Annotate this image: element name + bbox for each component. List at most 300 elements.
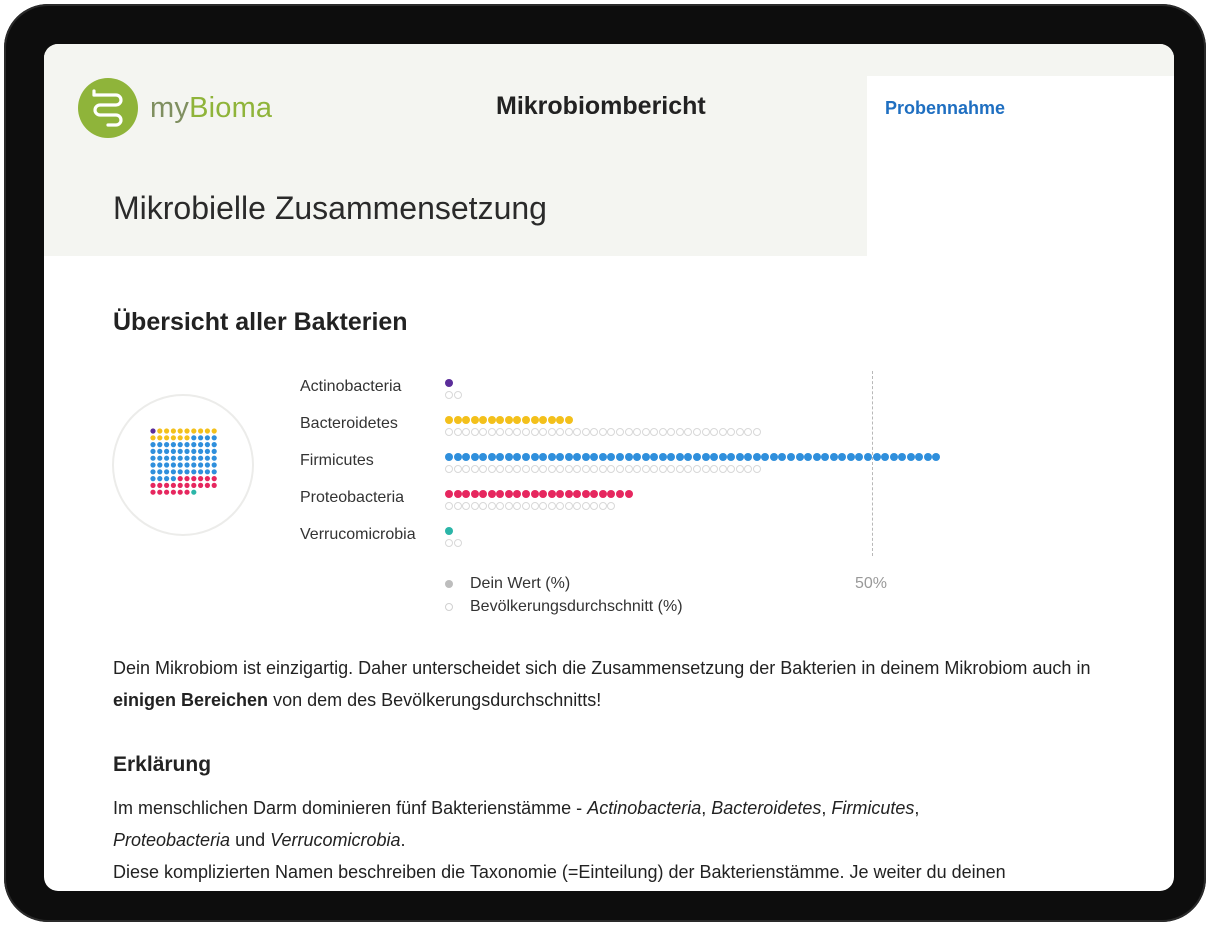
- waffle-dot: [157, 476, 162, 481]
- waffle-dot: [178, 476, 183, 481]
- value-dot: [496, 453, 504, 461]
- value-dot: [531, 453, 539, 461]
- value-dot: [531, 490, 539, 498]
- waffle-dot: [157, 469, 162, 474]
- waffle-dot: [150, 456, 155, 461]
- average-dot: [676, 465, 684, 473]
- waffle-dot: [198, 442, 203, 447]
- average-dot: [607, 502, 615, 510]
- average-dot: [479, 502, 487, 510]
- value-dot: [522, 453, 530, 461]
- waffle-dot: [164, 483, 169, 488]
- explanation-paragraph: [113, 792, 1103, 888]
- waffle-dot: [164, 449, 169, 454]
- average-dot: [582, 502, 590, 510]
- waffle-dot: [178, 462, 183, 467]
- waffle-dot: [191, 449, 196, 454]
- value-dot: [702, 453, 710, 461]
- waffle-dot: [198, 435, 203, 440]
- waffle-dot: [178, 483, 183, 488]
- waffle-dot: [205, 469, 210, 474]
- average-dot: [659, 428, 667, 436]
- waffle-dot: [157, 442, 162, 447]
- waffle-dot: [171, 462, 176, 467]
- value-dot: [505, 416, 513, 424]
- value-dot: [590, 490, 598, 498]
- waffle-dot: [171, 490, 176, 495]
- section-title: Übersicht aller Bakterien: [113, 308, 408, 336]
- average-dot: [744, 428, 752, 436]
- average-dot: [539, 502, 547, 510]
- average-dot: [445, 539, 453, 547]
- text-span: von dem des Bevölkerungsdurchschnitts!: [268, 690, 602, 710]
- average-dot: [599, 465, 607, 473]
- value-dot: [488, 416, 496, 424]
- hero-heading: Mikrobielle Zusammensetzung: [113, 190, 547, 226]
- average-dot: [642, 428, 650, 436]
- value-dot: [787, 453, 795, 461]
- waffle-dot: [191, 428, 196, 433]
- average-dot: [496, 502, 504, 510]
- value-dot: [496, 490, 504, 498]
- average-dot: [607, 465, 615, 473]
- average-dot: [616, 428, 624, 436]
- average-dot: [505, 502, 513, 510]
- waffle-dot: [212, 449, 217, 454]
- tab-probennahme[interactable]: [867, 76, 1174, 256]
- average-dot: [513, 502, 521, 510]
- average-dot: [573, 428, 581, 436]
- average-dot: [471, 502, 479, 510]
- value-dot: [590, 453, 598, 461]
- waffle-dot: [205, 449, 210, 454]
- waffle-dot: [150, 428, 155, 433]
- value-dot: [907, 453, 915, 461]
- composition-waffle: [150, 428, 220, 498]
- waffle-dot: [212, 462, 217, 467]
- waffle-dot: [212, 442, 217, 447]
- value-dot: [513, 490, 521, 498]
- average-dot: [625, 428, 633, 436]
- text-span: und: [230, 830, 271, 850]
- screen: [44, 44, 1174, 891]
- waffle-dot: [178, 435, 183, 440]
- value-dot: [625, 490, 633, 498]
- average-dot: [471, 465, 479, 473]
- waffle-dot: [150, 490, 155, 495]
- waffle-dot: [164, 476, 169, 481]
- waffle-dot: [184, 428, 189, 433]
- waffle-dot: [171, 435, 176, 440]
- value-dot: [727, 453, 735, 461]
- average-dot: [573, 502, 581, 510]
- value-dot: [616, 453, 624, 461]
- waffle-dot: [171, 469, 176, 474]
- value-dot: [556, 490, 564, 498]
- average-dot: [565, 465, 573, 473]
- text-span: Dein Mikrobiom ist einzigartig. Daher unterscheidet sich die Zusammensetzung der Bakterien in deinem Mikrobiom auch in: [113, 658, 1091, 678]
- waffle-dot: [184, 476, 189, 481]
- waffle-dot: [184, 483, 189, 488]
- average-dot: [488, 465, 496, 473]
- waffle-dot: [184, 456, 189, 461]
- average-dot: [531, 428, 539, 436]
- waffle-dot: [191, 456, 196, 461]
- average-dot: [693, 428, 701, 436]
- value-dot: [642, 453, 650, 461]
- value-dot: [676, 453, 684, 461]
- waffle-dot: [157, 449, 162, 454]
- average-dot: [599, 502, 607, 510]
- waffle-dot: [212, 428, 217, 433]
- average-dot: [479, 428, 487, 436]
- value-dot: [488, 490, 496, 498]
- average-dot: [454, 391, 462, 399]
- value-dot: [548, 416, 556, 424]
- value-dot: [838, 453, 846, 461]
- waffle-dot: [212, 469, 217, 474]
- waffle-dot: [198, 462, 203, 467]
- legend-bevoelkerung: [445, 598, 683, 616]
- average-dot: [454, 539, 462, 547]
- average-dot: [445, 465, 453, 473]
- page-title: Mikrobiombericht: [496, 92, 706, 120]
- waffle-dot: [171, 442, 176, 447]
- text-span: ,: [701, 798, 712, 818]
- average-dot: [556, 465, 564, 473]
- waffle-dot: [178, 442, 183, 447]
- value-dot: [804, 453, 812, 461]
- waffle-dot: [198, 449, 203, 454]
- value-dot: [565, 453, 573, 461]
- waffle-dot: [164, 428, 169, 433]
- average-dot: [633, 428, 641, 436]
- average-dot: [548, 465, 556, 473]
- waffle-dot: [184, 449, 189, 454]
- logo[interactable]: [78, 78, 272, 138]
- average-dot: [667, 465, 675, 473]
- logo-prefix: my: [150, 91, 190, 124]
- italic-span: Actinobacteria: [587, 798, 702, 818]
- value-dot: [625, 453, 633, 461]
- average-dot: [582, 465, 590, 473]
- value-dot: [573, 453, 581, 461]
- waffle-dot: [157, 483, 162, 488]
- average-dot: [599, 428, 607, 436]
- waffle-dot: [150, 469, 155, 474]
- value-dot: [778, 453, 786, 461]
- average-dot: [590, 465, 598, 473]
- value-dot: [488, 453, 496, 461]
- average-dot: [462, 502, 470, 510]
- value-dot: [573, 490, 581, 498]
- waffle-dot: [198, 469, 203, 474]
- waffle-dot: [171, 428, 176, 433]
- value-dot: [445, 379, 453, 387]
- waffle-dot: [164, 469, 169, 474]
- waffle-dot: [212, 483, 217, 488]
- waffle-dot: [191, 442, 196, 447]
- average-dot: [702, 428, 710, 436]
- value-dot: [607, 453, 615, 461]
- average-dot: [710, 465, 718, 473]
- value-dot: [445, 416, 453, 424]
- header-strip: [867, 44, 1174, 76]
- average-dot: [693, 465, 701, 473]
- average-dot: [667, 428, 675, 436]
- text-span: ,: [821, 798, 832, 818]
- average-dot: [710, 428, 718, 436]
- legend-label: Dein Wert (%): [470, 575, 571, 592]
- waffle-dot: [198, 456, 203, 461]
- tab-label[interactable]: Probennahme: [885, 98, 1006, 118]
- average-dot: [736, 465, 744, 473]
- value-dot: [454, 490, 462, 498]
- waffle-dot: [191, 476, 196, 481]
- value-dot: [462, 490, 470, 498]
- average-dot: [753, 428, 761, 436]
- average-dot: [625, 465, 633, 473]
- waffle-dot: [171, 476, 176, 481]
- text-span: Im menschlichen Darm dominieren fünf Bakterienstämme -: [113, 798, 588, 818]
- waffle-dot: [171, 449, 176, 454]
- value-dot: [599, 490, 607, 498]
- value-dot: [445, 453, 453, 461]
- value-dot: [684, 453, 692, 461]
- waffle-dot: [150, 476, 155, 481]
- composition-badge: [112, 394, 254, 536]
- average-dot: [445, 502, 453, 510]
- value-dot: [556, 453, 564, 461]
- value-dot: [667, 453, 675, 461]
- waffle-dot: [191, 462, 196, 467]
- waffle-dot: [191, 435, 196, 440]
- value-dot: [565, 490, 573, 498]
- average-dot: [454, 502, 462, 510]
- value-dot: [761, 453, 769, 461]
- value-dot: [471, 416, 479, 424]
- value-dot: [505, 453, 513, 461]
- value-dot: [462, 416, 470, 424]
- average-dot: [565, 428, 573, 436]
- waffle-dot: [157, 462, 162, 467]
- value-dot: [753, 453, 761, 461]
- waffle-dot: [150, 449, 155, 454]
- average-dot: [659, 465, 667, 473]
- category-label: Actinobacteria: [300, 378, 402, 395]
- average-dot: [736, 428, 744, 436]
- waffle-dot: [178, 469, 183, 474]
- average-dot: [616, 465, 624, 473]
- value-dot: [873, 453, 881, 461]
- value-dot: [462, 453, 470, 461]
- value-dot: [539, 490, 547, 498]
- tablet-frame: [4, 4, 1206, 922]
- waffle-dot: [150, 462, 155, 467]
- value-dot: [599, 453, 607, 461]
- value-dot: [813, 453, 821, 461]
- value-dot: [693, 453, 701, 461]
- waffle-dot: [164, 490, 169, 495]
- value-dot: [471, 453, 479, 461]
- average-dot: [548, 502, 556, 510]
- value-dot: [445, 527, 453, 535]
- average-dot: [684, 465, 692, 473]
- value-dot: [505, 490, 513, 498]
- waffle-dot: [164, 456, 169, 461]
- average-dot: [590, 502, 598, 510]
- category-label: Firmicutes: [300, 452, 374, 469]
- average-dot: [488, 502, 496, 510]
- value-dot: [479, 453, 487, 461]
- value-dot: [539, 453, 547, 461]
- average-dot: [531, 502, 539, 510]
- waffle-dot: [178, 490, 183, 495]
- value-dot: [659, 453, 667, 461]
- waffle-dot: [191, 469, 196, 474]
- average-dot: [462, 428, 470, 436]
- waffle-dot: [164, 442, 169, 447]
- waffle-dot: [198, 476, 203, 481]
- waffle-dot: [164, 435, 169, 440]
- logo-text: [150, 92, 272, 125]
- average-dot: [522, 465, 530, 473]
- waffle-dot: [178, 428, 183, 433]
- value-dot: [454, 453, 462, 461]
- text-span: .: [400, 830, 406, 850]
- filled-dot-icon: [445, 580, 453, 588]
- average-dot: [590, 428, 598, 436]
- outline-dot-icon: [445, 603, 453, 611]
- category-label: Verrucomicrobia: [300, 526, 416, 543]
- average-dot: [556, 428, 564, 436]
- waffle-dot: [205, 428, 210, 433]
- value-dot: [719, 453, 727, 461]
- average-dot: [496, 465, 504, 473]
- average-dot: [727, 428, 735, 436]
- value-dot: [830, 453, 838, 461]
- waffle-dot: [164, 462, 169, 467]
- value-dot: [736, 453, 744, 461]
- bold-span: einigen Bereichen: [113, 690, 269, 710]
- average-dot: [702, 465, 710, 473]
- value-dot: [864, 453, 872, 461]
- average-dot: [548, 428, 556, 436]
- waffle-dot: [150, 483, 155, 488]
- value-dot: [565, 416, 573, 424]
- waffle-dot: [184, 462, 189, 467]
- average-dot: [522, 502, 530, 510]
- average-dot: [479, 465, 487, 473]
- waffle-dot: [212, 476, 217, 481]
- waffle-dot: [212, 435, 217, 440]
- value-dot: [513, 416, 521, 424]
- average-dot: [505, 428, 513, 436]
- waffle-dot: [198, 428, 203, 433]
- value-dot: [531, 416, 539, 424]
- average-dot: [744, 465, 752, 473]
- text-span: ,: [914, 798, 920, 818]
- logo-brand: Bioma: [189, 91, 273, 124]
- value-dot: [932, 453, 940, 461]
- legend-label: Bevölkerungsdurchschnitt (%): [470, 598, 683, 615]
- average-dot: [445, 428, 453, 436]
- average-dot: [505, 465, 513, 473]
- waffle-dot: [157, 490, 162, 495]
- value-dot: [582, 490, 590, 498]
- average-dot: [727, 465, 735, 473]
- waffle-dot: [205, 476, 210, 481]
- intestine-icon: [78, 78, 138, 138]
- value-dot: [607, 490, 615, 498]
- average-dot: [650, 428, 658, 436]
- average-dot: [684, 428, 692, 436]
- average-dot: [462, 465, 470, 473]
- average-dot: [719, 465, 727, 473]
- waffle-dot: [184, 435, 189, 440]
- waffle-dot: [184, 469, 189, 474]
- average-dot: [445, 391, 453, 399]
- value-dot: [744, 453, 752, 461]
- average-dot: [539, 465, 547, 473]
- average-dot: [496, 428, 504, 436]
- value-dot: [796, 453, 804, 461]
- average-dot: [719, 428, 727, 436]
- average-dot: [650, 465, 658, 473]
- value-dot: [847, 453, 855, 461]
- value-dot: [821, 453, 829, 461]
- average-dot: [522, 428, 530, 436]
- average-dot: [676, 428, 684, 436]
- value-dot: [616, 490, 624, 498]
- waffle-dot: [157, 435, 162, 440]
- legend-dein-wert: [445, 575, 570, 593]
- average-dot: [753, 465, 761, 473]
- waffle-dot: [178, 456, 183, 461]
- waffle-dot: [205, 442, 210, 447]
- average-dot: [565, 502, 573, 510]
- reference-line-50: [872, 371, 873, 556]
- value-dot: [890, 453, 898, 461]
- value-dot: [539, 416, 547, 424]
- waffle-dot: [191, 483, 196, 488]
- average-dot: [642, 465, 650, 473]
- average-dot: [488, 428, 496, 436]
- waffle-dot: [205, 435, 210, 440]
- waffle-dot: [205, 462, 210, 467]
- value-dot: [881, 453, 889, 461]
- waffle-dot: [157, 456, 162, 461]
- italic-span: Proteobacteria: [113, 830, 231, 850]
- average-dot: [471, 428, 479, 436]
- value-dot: [633, 453, 641, 461]
- value-dot: [924, 453, 932, 461]
- waffle-dot: [150, 442, 155, 447]
- value-dot: [496, 416, 504, 424]
- value-dot: [710, 453, 718, 461]
- value-dot: [445, 490, 453, 498]
- average-dot: [633, 465, 641, 473]
- category-label: Bacteroidetes: [300, 415, 398, 432]
- report-header: [44, 44, 867, 256]
- average-dot: [513, 465, 521, 473]
- value-dot: [855, 453, 863, 461]
- value-dot: [770, 453, 778, 461]
- waffle-dot: [171, 483, 176, 488]
- value-dot: [522, 490, 530, 498]
- value-dot: [898, 453, 906, 461]
- italic-span: Firmicutes: [831, 798, 915, 818]
